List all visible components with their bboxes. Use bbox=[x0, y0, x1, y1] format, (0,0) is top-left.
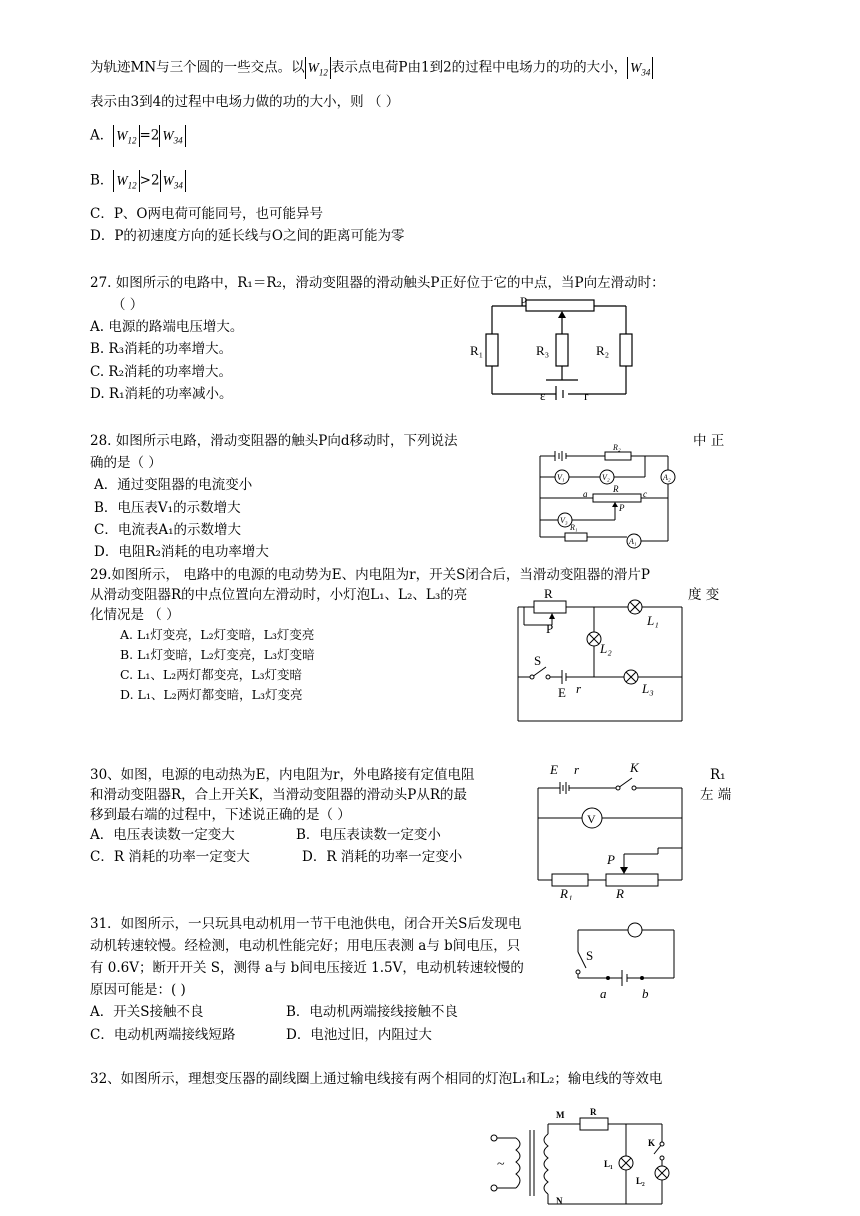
q30-option-d: D．R 消耗的功率一定变小 bbox=[302, 849, 463, 865]
svg-text:K: K bbox=[648, 1138, 656, 1148]
svg-text:P: P bbox=[520, 294, 528, 309]
q28-stem2: 确的是（ ） bbox=[90, 455, 162, 471]
q27-option-d: D. R₁消耗的功率减小。 bbox=[90, 386, 233, 402]
svg-text:P: P bbox=[619, 503, 625, 513]
q26-line1 bbox=[90, 57, 653, 79]
svg-text:L₁: L₁ bbox=[604, 1159, 613, 1169]
q28-option-b: B．电压表V₁的示数增大 bbox=[94, 500, 241, 516]
q30-option-a: A．电压表读数一定变大 bbox=[90, 827, 235, 843]
svg-text:ε: ε bbox=[540, 388, 546, 403]
svg-text:L₁: L₁ bbox=[647, 613, 659, 628]
svg-text:V₂: V₂ bbox=[602, 473, 610, 482]
q29-stem3: 化情况是 （ ） bbox=[90, 607, 180, 623]
q29-stem2-tail: 度 变 bbox=[688, 587, 720, 603]
svg-text:R₂: R₂ bbox=[613, 443, 621, 452]
svg-text:R: R bbox=[616, 886, 624, 900]
svg-text:P: P bbox=[546, 621, 554, 636]
w12-abs: $W_{12}$ bbox=[305, 57, 331, 79]
q27-option-b: B. R₃消耗的功率增大。 bbox=[90, 341, 233, 357]
svg-text:a: a bbox=[600, 986, 607, 1001]
svg-text:S: S bbox=[534, 653, 542, 668]
svg-text:V₃: V₃ bbox=[560, 516, 568, 525]
svg-text:N: N bbox=[556, 1196, 563, 1206]
q29-option-b: B. L₁灯变暗，L₂灯变亮，L₃灯变暗 bbox=[120, 647, 315, 662]
q31-stem3: 有 0.6V；断开开关 S，测得 a与 b间电压接近 1.5V，电动机转速较慢的 bbox=[90, 960, 524, 976]
q29-stem2: 从滑动变阻器R的中点位置向左滑动时，小灯泡L₁、L₂、L₃的亮 bbox=[90, 587, 468, 603]
svg-text:R: R bbox=[590, 1107, 597, 1117]
svg-text:V₁: V₁ bbox=[557, 473, 565, 482]
svg-text:r: r bbox=[574, 762, 580, 777]
q28-option-c: C．电流表A₁的示数增大 bbox=[94, 522, 241, 538]
svg-text:L₂: L₂ bbox=[636, 1176, 645, 1186]
q27-option-a: A. 电源的路端电压增大。 bbox=[90, 319, 244, 335]
svg-text:R₁: R₁ bbox=[470, 343, 484, 358]
q31-circuit-diagram bbox=[570, 918, 680, 1004]
q30-circuit-diagram bbox=[530, 760, 690, 900]
svg-text:c: c bbox=[643, 489, 647, 499]
q30-stem-tail: R₁ bbox=[710, 767, 726, 783]
q29-option-c: C. L₁、L₂两灯都变亮，L₃灯变暗 bbox=[120, 667, 303, 682]
q26-option-b: B． $W_{12} >2$ $W_{34}$ bbox=[90, 170, 186, 192]
svg-text:E: E bbox=[558, 685, 566, 700]
svg-text:R₃: R₃ bbox=[536, 343, 550, 358]
q26-line1-text: 为轨迹MN与三个圆的一些交点。以 bbox=[90, 59, 305, 76]
w34-abs: $W_{34}$ bbox=[627, 57, 653, 79]
svg-text:R₂: R₂ bbox=[596, 343, 610, 358]
svg-text:L₃: L₃ bbox=[642, 681, 654, 696]
q32-circuit-diagram bbox=[486, 1104, 686, 1212]
q29-option-a: A. L₁灯变亮，L₂灯变暗，L₃灯变亮 bbox=[120, 627, 315, 642]
q31-option-d: D．电池过旧，内阻过大 bbox=[286, 1027, 432, 1043]
q29-stem: 29.如图所示， 电路中的电源的电动势为E、内电阻为r，开关S闭合后，当滑动变阻器的滑片P bbox=[90, 567, 650, 583]
svg-text:b: b bbox=[642, 986, 649, 1001]
q30-option-c: C．R 消耗的功率一定变大 bbox=[90, 849, 250, 865]
q26-option-a: A． $W_{12} =2$ $W_{34}$ bbox=[90, 125, 186, 147]
q30-stem3: 移到最右端的过程中，下述说正确的是（ ） bbox=[90, 807, 351, 823]
q30-stem2: 和滑动变阻器R，合上开关K，当滑动变阻器的滑动头P从R的最 bbox=[90, 787, 467, 803]
q27-paren: （ ） bbox=[112, 297, 144, 313]
q30-stem: 30、如图，电源的电动热为E，内电阻为r，外电路接有定值电阻 bbox=[90, 767, 475, 783]
svg-text:R₁: R₁ bbox=[560, 886, 573, 900]
svg-text:a: a bbox=[583, 489, 588, 499]
q26-option-c: C．P、O两电荷可能同号，也可能异号 bbox=[90, 206, 323, 222]
svg-text:R: R bbox=[544, 586, 553, 601]
q27-stem: 27. 如图所示的电路中，R₁＝R₂，滑动变阻器的滑动触头P正好位于它的中点，当P向左滑动时： bbox=[90, 275, 665, 291]
svg-text:A₂: A₂ bbox=[663, 473, 671, 482]
q31-stem2: 动机转速较慢。经检测，电动机性能完好；用电压表测 a与 b间电压，只 bbox=[90, 938, 521, 954]
q30-option-b: B．电压表读数一定变小 bbox=[296, 827, 441, 843]
svg-text:r: r bbox=[584, 388, 589, 403]
svg-text:A₁: A₁ bbox=[629, 537, 637, 546]
svg-text:~: ~ bbox=[497, 1157, 505, 1172]
q28-option-a: A．通过变阻器的电流变小 bbox=[94, 477, 253, 493]
svg-text:S: S bbox=[586, 948, 594, 963]
q26-line2: 表示由3到4的过程中电场力做的功的大小，则 （ ） bbox=[90, 94, 400, 110]
q31-stem: 31．如图所示，一只玩具电动机用一节干电池供电，闭合开关S后发现电 bbox=[90, 916, 522, 932]
svg-text:L₂: L₂ bbox=[600, 641, 612, 656]
q29-circuit-diagram bbox=[514, 585, 686, 725]
q29-option-d: D. L₁、L₂两灯都变暗，L₃灯变亮 bbox=[120, 687, 303, 702]
q30-stem2-tail: 左 端 bbox=[700, 787, 732, 803]
svg-text:V: V bbox=[587, 812, 596, 826]
q31-option-a: A．开关S接触不良 bbox=[90, 1004, 204, 1020]
svg-text:R₁: R₁ bbox=[570, 523, 578, 532]
q31-option-b: B．电动机两端接线接触不良 bbox=[286, 1004, 458, 1020]
q28-stem-tail: 中 正 bbox=[693, 433, 725, 449]
q27-circuit-diagram bbox=[468, 292, 638, 404]
svg-text:M: M bbox=[556, 1110, 565, 1120]
q28-option-d: D．电阻R₂消耗的电功率增大 bbox=[94, 544, 269, 560]
q26-line1b-text: 表示点电荷P由1到2的过程中电场力的功的大小， bbox=[330, 59, 628, 76]
q28-circuit-diagram bbox=[535, 440, 685, 552]
q28-stem: 28. 如图所示电路，滑动变阻器的触头P向d移动时，下列说法 bbox=[90, 433, 458, 449]
svg-text:P: P bbox=[607, 852, 615, 867]
q31-option-c: C．电动机两端接线短路 bbox=[90, 1027, 236, 1043]
svg-text:K: K bbox=[630, 760, 639, 775]
svg-text:r: r bbox=[576, 681, 582, 696]
svg-text:E: E bbox=[550, 762, 558, 777]
q31-stem4: 原因可能是：( ) bbox=[90, 982, 186, 998]
q26-option-d: D．P的初速度方向的延长线与O之间的距离可能为零 bbox=[90, 228, 405, 244]
q27-option-c: C. R₂消耗的功率增大。 bbox=[90, 364, 233, 380]
q32-stem: 32、如图所示，理想变压器的副线圈上通过输电线接有两个相同的灯泡L₁和L₂；输电线的等效电 bbox=[90, 1071, 663, 1087]
svg-text:R: R bbox=[613, 484, 619, 494]
